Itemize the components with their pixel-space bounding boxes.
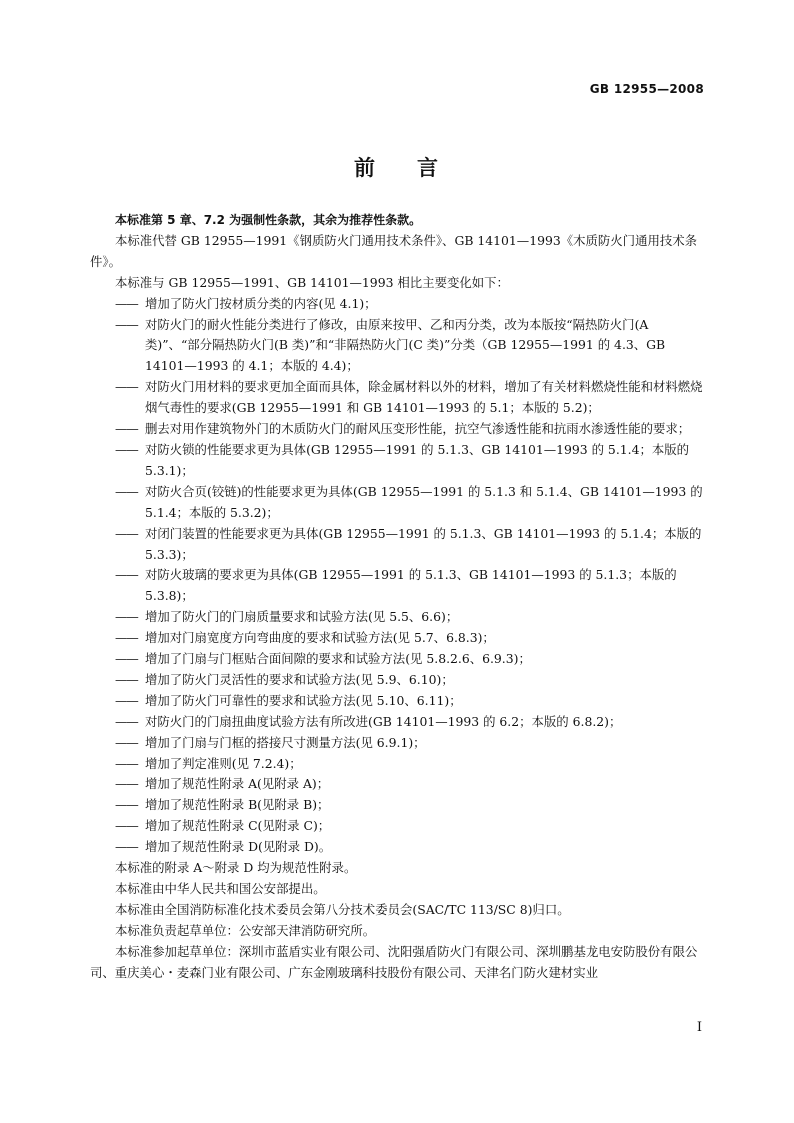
list-item: —— 增加了防火门的门扇质量要求和试验方法(见 5.5、6.6)； <box>90 607 705 628</box>
title-char-1: 前 <box>354 156 377 180</box>
list-item: —— 对防火门的门扇扭曲度试验方法有所改进(GB 14101—1993 的 6.2；本版的 6.8.2)； <box>90 712 705 733</box>
dash-marker: —— <box>115 609 138 625</box>
dash-marker: —— <box>115 567 138 583</box>
list-item: —— 增加了规范性附录 D(见附录 D)。 <box>90 837 705 858</box>
list-item: —— 增加了防火门可靠性的要求和试验方法(见 5.10、6.11)； <box>90 691 705 712</box>
list-item: —— 对防火门用材料的要求更加全面而具体，除金属材料以外的材料，增加了有关材料燃烧性能和材料燃烧烟气毒性的要求(GB 12955—1991 和 GB 14101—1993 的 5.1；本版的 5.2)； <box>115 379 703 416</box>
list-item: —— 对闭门装置的性能要求更为具体(GB 12955—1991 的 5.1.3、GB 14101—1993 的 5.1.4；本版的 5.3.3)； <box>115 525 702 562</box>
standard-code: GB 12955—2008 <box>589 82 704 96</box>
participants-note: 本标准参加起草单位：深圳市蓝盾实业有限公司、沈阳强盾防火门有限公司、深圳鹏基龙电安防股份有限公司、重庆美心・麦森门业有限公司、广东金刚玻璃科技股份有限公司、天津名门防火建材实业 <box>90 943 698 980</box>
mandatory-clause-note: 本标准第 5 章、7.2 为强制性条款，其余为推荐性条款。 <box>115 213 422 227</box>
dash-marker: —— <box>115 316 138 332</box>
dash-marker: —— <box>115 734 138 750</box>
dash-marker: —— <box>115 441 138 457</box>
dash-marker: —— <box>115 839 138 855</box>
list-item: —— 增加了规范性附录 A(见附录 A)； <box>90 774 705 795</box>
list-item: —— 对防火锁的性能要求更为具体(GB 12955—1991 的 5.1.3、GB 14101—1993 的 5.1.4；本版的 5.3.1)； <box>115 441 690 478</box>
list-item: —— 增加了门扇与门框的搭接尺寸测量方法(见 6.9.1)； <box>90 733 705 754</box>
dash-marker: —— <box>115 379 138 395</box>
list-item: —— 增加了防火门按材质分类的内容(见 4.1)； <box>90 294 705 315</box>
dash-marker: —— <box>115 797 138 813</box>
proposer-note: 本标准由中华人民共和国公安部提出。 <box>115 881 326 896</box>
dash-marker: —— <box>115 818 138 834</box>
committee-note: 本标准由全国消防标准化技术委员会第八分技术委员会(SAC/TC 113/SC 8)归口。 <box>115 901 570 917</box>
list-item: —— 增加了规范性附录 C(见附录 C)； <box>90 816 705 837</box>
list-item: —— 增加对门扇宽度方向弯曲度的要求和试验方法(见 5.7、6.8.3)； <box>90 628 705 649</box>
foreword-body <box>90 210 705 984</box>
list-item: —— 对防火门的耐火性能分类进行了修改，由原来按甲、乙和丙分类，改为本版按“隔热防火门(A 类)”、“部分隔热防火门(B 类)”和“非隔热防火门(C 类)”分类（GB 12955—1991 的 4.3、GB 14101—1993 的 4.1；本版的 4.4)； <box>115 316 666 374</box>
dash-marker: —— <box>115 483 138 499</box>
dash-marker: —— <box>115 671 138 687</box>
drafter-note: 本标准负责起草单位：公安部天津消防研究所。 <box>115 922 376 938</box>
annex-note: 本标准的附录 A～附录 D 均为规范性附录。 <box>115 860 357 876</box>
list-item: —— 增加了防火门灵活性的要求和试验方法(见 5.9、6.10)； <box>90 670 705 691</box>
dash-marker: —— <box>115 421 138 437</box>
dash-marker: —— <box>115 630 138 646</box>
dash-marker: —— <box>115 713 138 729</box>
dash-marker: —— <box>115 776 138 792</box>
list-item: —— 增加了规范性附录 B(见附录 B)； <box>90 795 705 816</box>
list-item: —— 增加了门扇与门框贴合面间隙的要求和试验方法(见 5.8.2.6、6.9.3)； <box>90 649 705 670</box>
title-char-2: 言 <box>417 156 440 180</box>
list-item: —— 对防火合页(铰链)的性能要求更为具体(GB 12955—1991 的 5.1.3 和 5.1.4、GB 14101—1993 的 5.1.4；本版的 5.3.2)； <box>115 483 703 520</box>
dash-marker: —— <box>115 295 138 311</box>
dash-marker: —— <box>115 651 138 667</box>
list-item: —— 对防火玻璃的要求更为具体(GB 12955—1991 的 5.1.3、GB 14101—1993 的 5.1.3；本版的 5.3.8)； <box>115 567 677 604</box>
list-item: —— 增加了判定准则(见 7.2.4)； <box>90 754 705 775</box>
changes-list <box>90 294 705 858</box>
dash-marker: —— <box>115 692 138 708</box>
dash-marker: —— <box>115 525 138 541</box>
list-item: —— 删去对用作建筑物外门的木质防火门的耐风压变形性能，抗空气渗透性能和抗雨水渗透性能的要求； <box>90 419 705 440</box>
page-title <box>0 152 794 182</box>
changes-intro: 本标准与 GB 12955—1991、GB 14101—1993 相比主要变化如下： <box>115 274 509 290</box>
page-number: I <box>696 1020 702 1035</box>
replacement-note: 本标准代替 GB 12955—1991《钢质防火门通用技术条件》、GB 14101—1993《木质防火门通用技术条件》。 <box>90 232 698 269</box>
dash-marker: —— <box>115 755 138 771</box>
